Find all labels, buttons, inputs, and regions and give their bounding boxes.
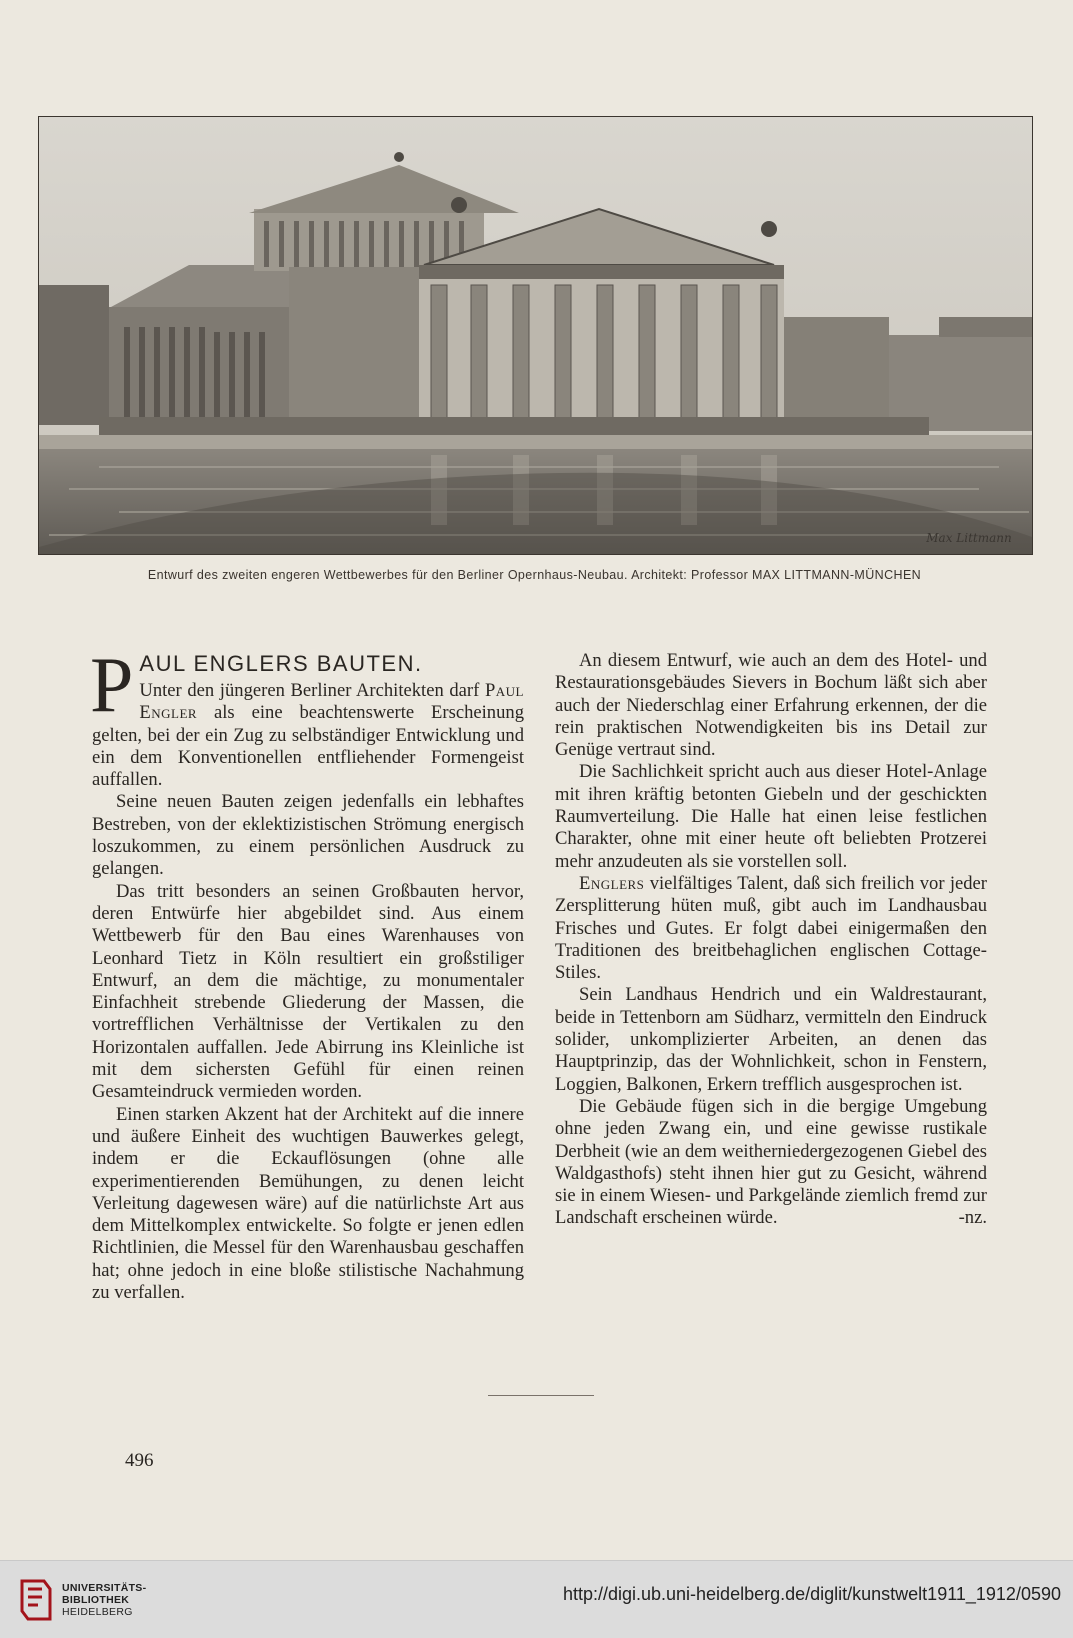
person-name: Paul Engler [139,680,524,724]
right-paragraph-4: Sein Landhaus Hendrich und ein Waldrestaurant, beide in Tettenborn am Südharz, vermitteln den Eindruck solider, unkomplizierter Arbeiten, an denen das Hauptprinzip, das der Wohnlichkeit, schon in Fenstern, Loggien, Balkonen, Erkern trefflich ausgesprochen ist. [555,984,987,1095]
permalink-url[interactable]: http://digi.ub.uni-heidelberg.de/diglit/kunstwelt1911_1912/0590 [562,1584,1061,1604]
author-signature: -nz. [958,1207,987,1229]
left-p1-text-b: als eine beachtenswerte Erscheinung gelten, bei der ein Zug zu selbständiger Entwicklung und ein dem Konventionellen entfliehender Formengeist auffallen. [92,702,524,791]
left-column [90,641,524,1304]
institution-line-1: UNIVERSITÄTS- [62,1582,147,1594]
engler-name: Englers [579,872,645,894]
left-paragraph-3: Das tritt besonders an seinen Großbauten hervor, deren Entwürfe hier abgebildet sind. Aus einem Wettbewerb für den Bau eines Warenhauses von Leonhard Tietz in Köln resultiert ein großstiliger Entwurf, an dem die mächtige, zu monumentaler Einfachheit strebende Gliederung der Massen, die vortrefflichen Verhältnisse der Vertikalen zu den Horizontalen auffallen. Jede Abirrung ins Kleinliche ist mit dem sichersten Gefühl für einen reinen Gesamteindruck vermieden worden. [92,880,524,1103]
opera-house-drawing [39,117,1032,554]
right-p3-text: vielfältiges Talent, daß sich freilich vor jeder Zersplitterung hüten muß, gibt auch im Landhausbau Frisches und Gutes. Er folgt dabei einigermaßen den Traditionen des breitbehaglichen englischen Cottage-Stiles. [555,872,987,984]
page-number: 496 [125,1450,154,1471]
library-footer [0,1560,1073,1638]
end-rule [488,1395,594,1396]
institution-name [62,1582,146,1618]
right-p5-text: Die Gebäude fügen sich in die bergige Umgebung ohne jeden Zwang ein, und eine gewisse rustikale Derbheit (wie an dem weitherniedergezogenen Giebel des Waldgasthofs) steht ihnen hier gut zu Gesicht, während sie in einem Wiesen- und Parkgelände ziemlich fremd zur Landschaft erscheinen würde. [555,1095,987,1229]
artist-signature: Max Littmann [926,531,1012,545]
left-p1-text-a: Unter den jüngeren Berliner Architekten darf [139,680,485,701]
opera-house-illustration [38,116,1033,555]
institution-line-3: HEIDELBERG [62,1606,133,1618]
left-paragraph-1 [92,680,524,791]
library-logo-icon [14,1575,56,1623]
institution-line-2: BIBLIOTHEK [62,1594,130,1606]
right-paragraph-1: An diesem Entwurf, wie auch an dem des Hotel- und Restaurationsgebäudes Sievers in Bochum läßt sich aber auch der Niederschlag einer Erfahrung erkennen, der die rein praktischen Notwendigkeiten bis ins Detail zur Genüge vertraut sind. [555,650,987,761]
right-column [555,650,987,1230]
article-heading [90,641,524,791]
drop-cap: P [90,641,134,728]
figure-caption: Entwurf des zweiten engeren Wettbewerbes für den Berliner Opernhaus-Neubau. Architekt: Professor MAX LITTMANN-MÜNCHEN [147,568,922,582]
right-paragraph-5 [555,1096,987,1230]
article-title: AUL ENGLERS BAUTEN. [139,651,423,676]
left-paragraph-4: Einen starken Akzent hat der Architekt auf die innere und äußere Einheit des wuchtigen Bauwerkes gelegt, indem er die Eckauflösungen (ohne alle experimentierenden Bemühungen, zu denen leicht Verleitung dagewesen wäre) auf die natürlichste Art aus dem Mittelkomplex entwickelte. So folgte er jenen edlen Richtlinien, die Messel für den Warenhausbau geschaffen hat; ohne jedoch in eine bloße stilistische Nachahmung zu verfallen. [92,1103,524,1304]
right-paragraph-2: Die Sachlichkeit spricht auch aus dieser Hotel-Anlage mit ihren kräftig betonten Giebeln und der geschickten Raumverteilung. Die Halle hat einen leise festlichen Charakter, ohne mit einer heute oft beliebten Protzerei mehr anzudeuten als sie vorstellen soll. [555,761,987,872]
right-paragraph-3 [555,873,987,984]
left-paragraph-2: Seine neuen Bauten zeigen jedenfalls ein lebhaftes Bestreben, von der eklektizistischen Strömung energisch loszukommen, zu einem persönlichen Ausdruck zu gelangen. [92,791,524,880]
